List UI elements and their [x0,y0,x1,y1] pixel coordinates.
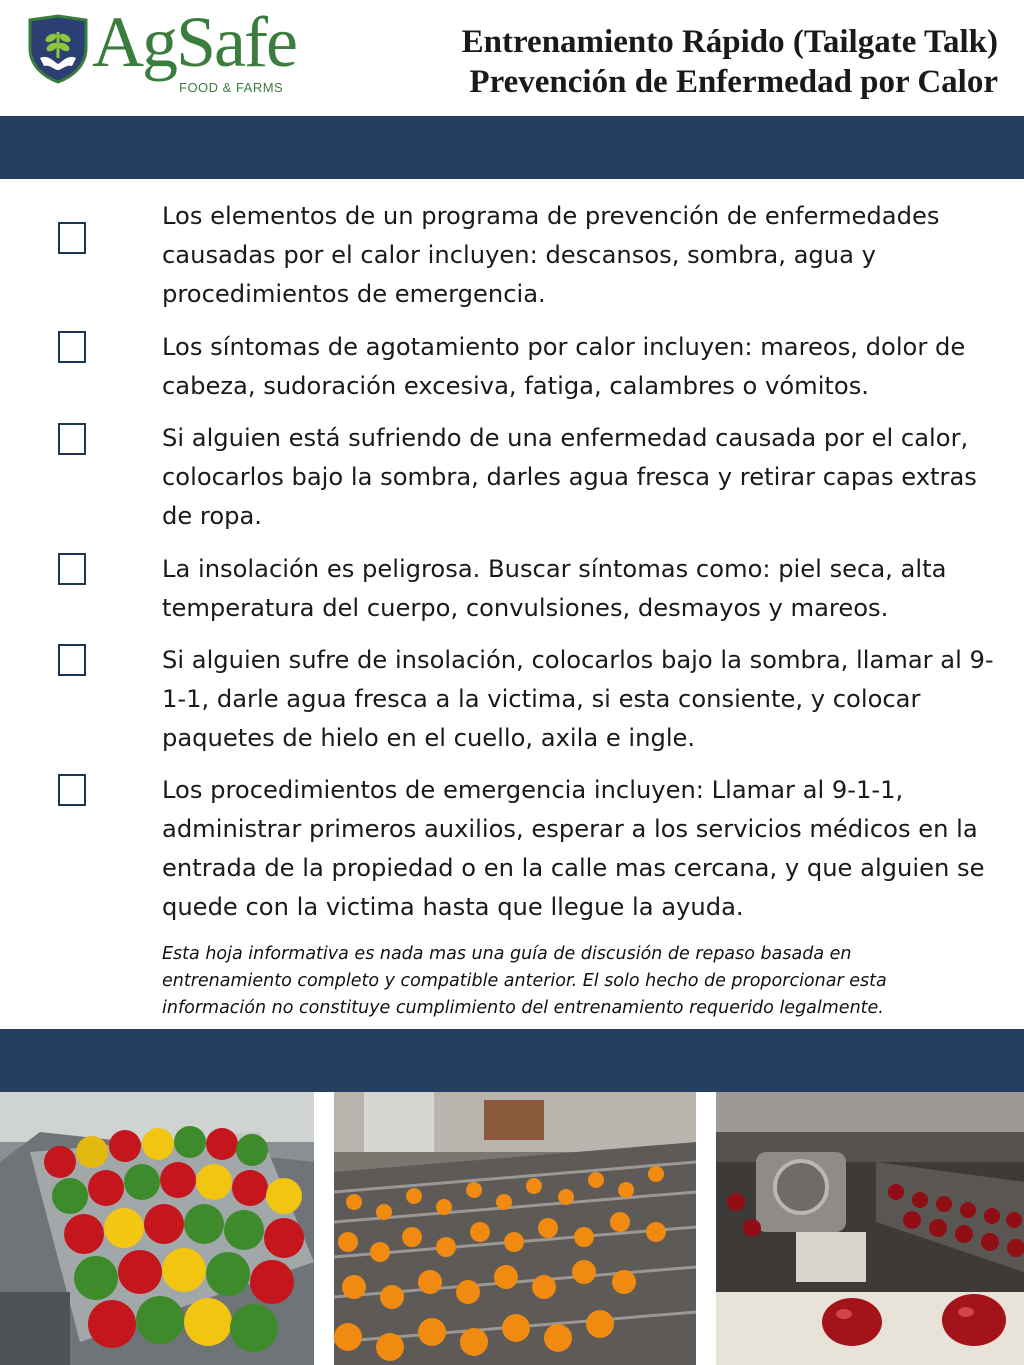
checkbox-icon[interactable] [58,774,86,806]
checkbox-icon[interactable] [58,553,86,585]
checklist-item-text: Si alguien está sufriendo de una enfermedad causada por el calor, colocarlos bajo la sombra, darles agua fresca y retirar capas extras de ropa. [162,424,977,530]
checklist-item-text: Los síntomas de agotamiento por calor incluyen: mareos, dolor de cabeza, sudoración excesiva, fatiga, calambres o vómitos. [162,333,966,400]
top-color-band [0,116,1024,179]
oranges-sorting-line-photo [334,1092,696,1365]
agsafe-logo [26,2,306,112]
checklist-item [0,771,1024,927]
checkbox-icon[interactable] [58,644,86,676]
checkbox-icon[interactable] [58,222,86,254]
title-line-1: Entrenamiento Rápido (Tailgate Talk) [461,24,998,60]
checkbox-icon[interactable] [58,331,86,363]
checklist-item-text: Si alguien sufre de insolación, colocarlos bajo la sombra, llamar al 9-1-1, darle agua fresca a la victima, si esta consiente, y colocar paquetes de hielo en el cuello, axila e ingle. [162,646,994,752]
photo-strip [0,1092,1024,1365]
checklist-item-text: Los procedimientos de emergencia incluyen: Llamar al 9-1-1, administrar primeros auxilios, esperar a los servicios médicos en la entrada de la propiedad o en la calle mas cercana, y que alguien se quede con la victima hasta que llegue la ayuda. [162,776,985,921]
checklist-item-text: La insolación es peligrosa. Buscar síntomas como: piel seca, alta temperatura del cuerpo, convulsiones, desmayos y mareos. [162,555,947,622]
header [0,0,1024,116]
page-title [462,22,998,102]
title-line-2: Prevención de Enfermedad por Calor [469,64,998,100]
checklist-item [0,419,1024,536]
shield-logo-icon [26,14,90,84]
bell-peppers-packing-photo [0,1092,314,1365]
bottom-color-band [0,1029,1024,1092]
brand-wordmark: AgSafe [92,2,296,82]
checklist [0,197,1024,927]
checklist-item-text: Los elementos de un programa de prevención de enfermedades causadas por el calor incluyen: descansos, sombra, agua y procedimientos de emergencia. [162,202,940,308]
checklist-item [0,641,1024,758]
disclaimer: Esta hoja informativa es nada mas una guía de discusión de repaso basada en entrenamiento completo y compatible anterior. El solo hecho de proporcionar esta información no constituye cumplimiento del entrenamiento requerido legalmente. [162,944,887,1018]
checklist-item [0,197,1024,314]
checkbox-icon[interactable] [58,423,86,455]
brand-tagline: FOOD & FARMS [179,80,284,95]
checklist-item [0,550,1024,628]
apples-conveyor-photo [716,1092,1024,1365]
checklist-item [0,328,1024,406]
